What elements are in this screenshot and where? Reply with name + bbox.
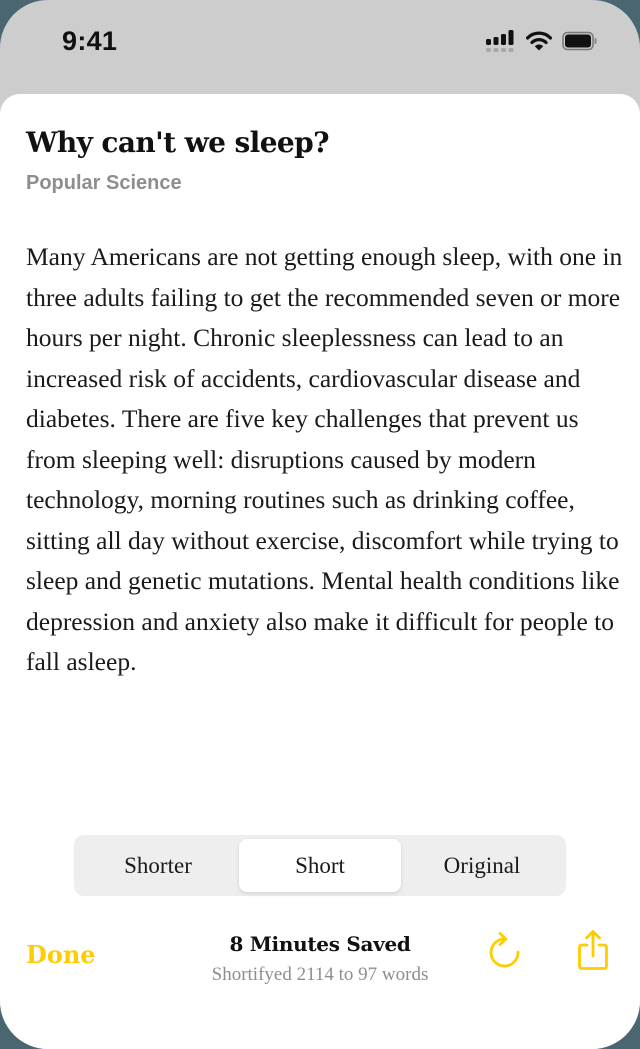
word-count-summary: Shortifyed 2114 to 97 words [211,964,429,985]
article-title: Why can't we sleep? [26,126,329,159]
minutes-saved-label: 8 Minutes Saved [229,932,411,956]
savings-summary [160,932,480,986]
length-segmented-control [74,835,566,896]
refresh-icon [487,931,523,976]
status-icons [486,30,598,56]
segment-original[interactable]: Original [443,852,521,878]
article-source: Popular Science [26,172,182,194]
cellular-signal-icon [486,30,516,57]
status-bar [0,0,640,94]
battery-icon [562,31,598,56]
wifi-icon [526,31,552,56]
share-button[interactable] [573,930,613,974]
refresh-button[interactable] [485,931,525,975]
share-icon [576,929,610,976]
article-body: Many Americans are not getting enough sleep, with one in three adults failing to get the recommended seven or more hours per night. Chronic sleeplessness can lead to an increased risk of accidents, cardiovascular disease and diabetes. There are five key challenges that prevent us from sleeping well: disruptions caused by modern technology, morning routines such as drinking coffee, sitting all day without exercise, discomfort while trying to sleep and genetic mutations. Mental health conditions like depression and anxiety also make it difficult for people to fall asleep. [26,242,623,676]
status-time: 9:41 [62,26,118,56]
segment-shorter[interactable]: Shorter [124,852,192,878]
done-button[interactable]: Done [26,940,96,969]
segment-short[interactable]: Short [239,839,401,892]
article-sheet [0,94,640,1049]
